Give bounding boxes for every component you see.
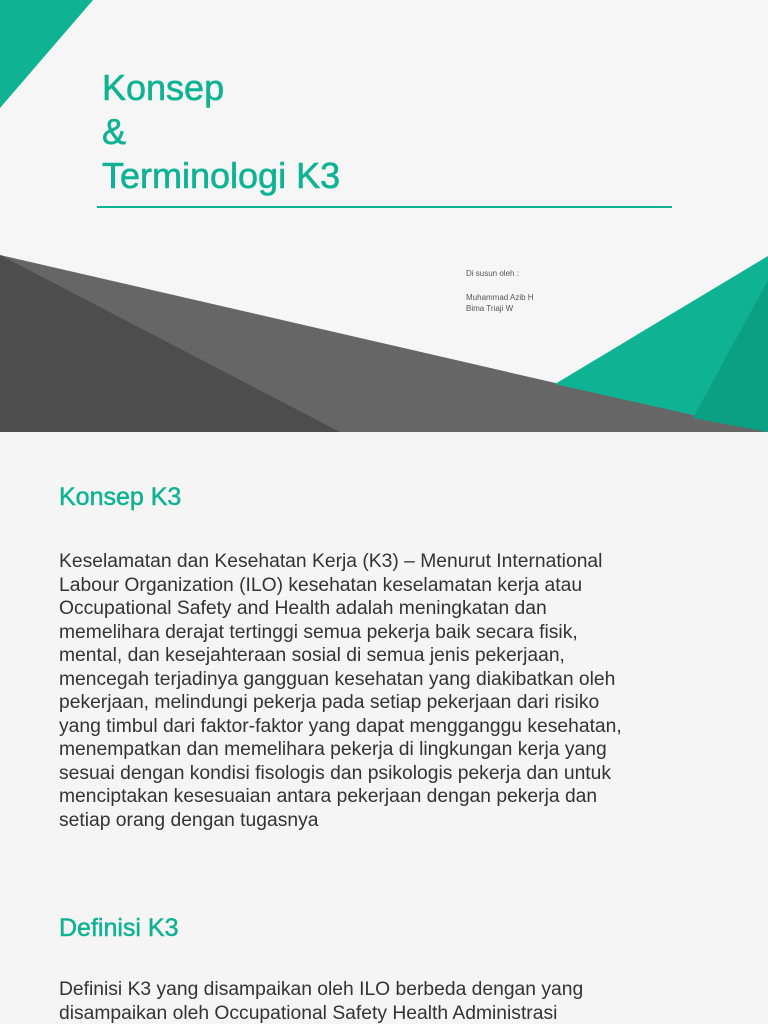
paragraph-line: disampaikan oleh Occupational Safety Health Administrasi <box>59 1002 558 1024</box>
content-slide <box>0 432 768 1024</box>
paragraph-line: Definisi K3 yang disampaikan oleh ILO berbeda dengan yang <box>59 979 584 1000</box>
paragraph-line: pekerjaan, melindungi pekerja pada setiap pekerjaan dari risiko <box>59 692 600 713</box>
cover-slide <box>0 0 768 432</box>
section-heading-definisi: Definisi K3 <box>59 914 179 942</box>
paragraph-line: mental, dan kesejahteraan sosial di semua jenis pekerjaan, <box>59 645 565 666</box>
top-left-accent-triangle <box>0 0 93 108</box>
cover-decoration <box>0 0 768 432</box>
section-paragraph-definisi <box>59 978 719 1024</box>
paragraph-line: Labour Organization (ILO) kesehatan keselamatan kerja atau <box>59 574 583 596</box>
cover-title-line-2: & <box>102 111 127 152</box>
paragraph-line: sesuai dengan kondisi fisologis dan psikologis pekerja dan untuk <box>59 762 612 784</box>
paragraph-line: memelihara derajat tertinggi semua pekerja baik secara fisik, <box>59 621 578 643</box>
paragraph-line: menempatkan dan memelihara pekerja di lingkungan kerja yang <box>59 739 607 760</box>
authors-block <box>466 268 534 314</box>
paragraph-line: menciptakan kesesuaian antara pekerjaan dengan pekerja dan <box>59 786 598 807</box>
section-heading-konsep: Konsep K3 <box>59 483 182 511</box>
cover-title-line-3: Terminologi K3 <box>102 155 341 196</box>
paragraph-line: yang timbul dari faktor-faktor yang dapat mengganggu kesehatan, <box>59 715 622 737</box>
paragraph-line: mencegah terjadinya gangguan kesehatan yang diakibatkan oleh <box>59 668 616 690</box>
author-name-2: Bima Triaji W <box>466 304 514 313</box>
paragraph-line: Occupational Safety and Health adalah meningkatan dan <box>59 598 547 619</box>
authors-heading: Di susun oleh : <box>466 269 519 278</box>
paragraph-line: Keselamatan dan Kesehatan Kerja (K3) – Menurut International <box>59 551 603 572</box>
paragraph-line: setiap orang dengan tugasnya <box>59 809 319 831</box>
title-underline <box>97 206 672 208</box>
cover-title-line-1: Konsep <box>102 67 225 108</box>
cover-title <box>102 66 340 198</box>
section-paragraph-konsep <box>59 550 719 832</box>
author-name-1: Muhammad Azib H <box>466 293 534 302</box>
